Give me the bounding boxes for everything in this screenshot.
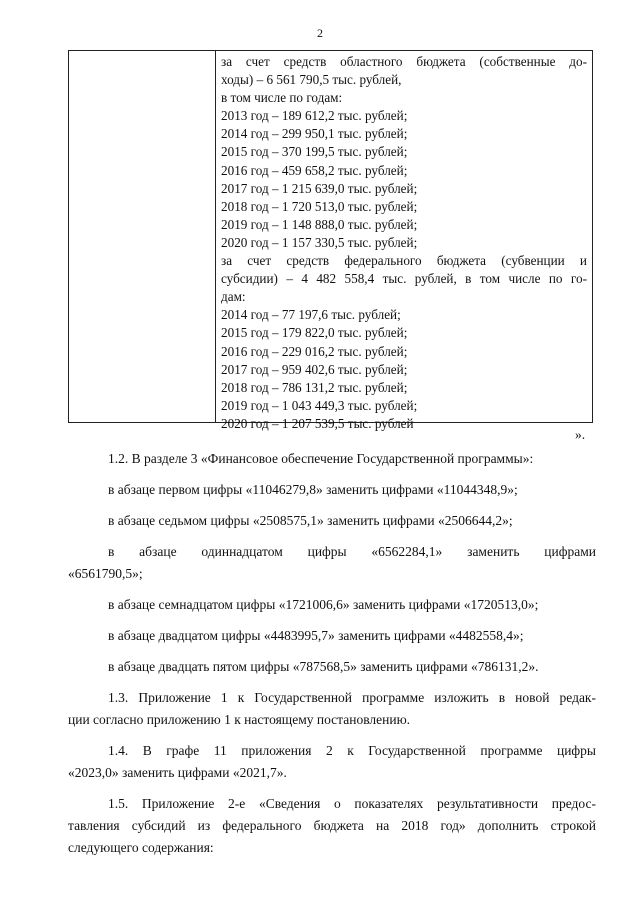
paragraph-line: 1.3. Приложение 1 к Государственной программе изложить в новой редак- [108, 690, 596, 705]
table-line: 2020 год – 1 157 330,5 тыс. рублей; [221, 234, 418, 250]
paragraph-line: «2023,0» заменить цифрами «2021,7». [68, 765, 287, 780]
table-line: 2015 год – 370 199,5 тыс. рублей; [221, 144, 408, 160]
table-line: за счет средств федерального бюджета (субвенции и [221, 253, 587, 269]
table-line: субсидии) – 4 482 558,4 тыс. рублей, в том числе по го- [221, 271, 587, 287]
table-line: 2018 год – 1 720 513,0 тыс. рублей; [221, 198, 418, 214]
table-line: 2014 год – 77 197,6 тыс. рублей; [221, 307, 401, 323]
paragraph-line: 1.4. В графе 11 приложения 2 к Государственной программе цифры [108, 743, 596, 758]
paragraph-abzac-1: в абзаце первом цифры «11046279,8» заменить цифрами «11044348,9»; [108, 482, 518, 497]
paragraph-line: тавления субсидий из федерального бюджета на 2018 год» дополнить строкой [68, 818, 596, 833]
table-line: 2018 год – 786 131,2 тыс. рублей; [221, 379, 408, 395]
paragraph-1-4 [68, 740, 596, 784]
table-line: в том числе по годам: [221, 90, 343, 106]
table-line: 2019 год – 1 043 449,3 тыс. рублей; [221, 397, 418, 413]
document-body [68, 448, 596, 859]
table-line: 2019 год – 1 148 888,0 тыс. рублей; [221, 216, 418, 232]
paragraph-line: следующего содержания: [68, 840, 214, 855]
table-line: 2017 год – 959 402,6 тыс. рублей; [221, 361, 408, 377]
paragraph-1-3 [68, 687, 596, 731]
table-column-divider [215, 51, 216, 422]
table-line: дам: [221, 289, 246, 305]
paragraph-abzac-20: в абзаце двадцатом цифры «4483995,7» заменить цифрами «4482558,4»; [108, 628, 524, 643]
paragraph-abzac-7: в абзаце седьмом цифры «2508575,1» заменить цифрами «2506644,2»; [108, 513, 513, 528]
table-line: ходы) – 6 561 790,5 тыс. рублей, [221, 72, 402, 88]
paragraph-line: «6561790,5»; [68, 566, 143, 581]
table-line: 2017 год – 1 215 639,0 тыс. рублей; [221, 180, 418, 196]
table-line: 2016 год – 229 016,2 тыс. рублей; [221, 343, 408, 359]
paragraph-1-2: 1.2. В разделе 3 «Финансовое обеспечение Государственной программы»: [108, 451, 534, 466]
budget-table [68, 50, 593, 431]
paragraph-1-5 [68, 793, 596, 859]
table-line: за счет средств областного бюджета (собственные до- [221, 54, 587, 69]
paragraph-abzac-25: в абзаце двадцать пятом цифры «787568,5» заменить цифрами «786131,2». [108, 659, 539, 674]
table-line: 2013 год – 189 612,2 тыс. рублей; [221, 108, 408, 124]
paragraph-line: ции согласно приложению 1 к настоящему постановлению. [68, 712, 411, 727]
paragraph-line: 1.5. Приложение 2-е «Сведения о показателях результативности предос- [108, 796, 596, 811]
table-line: 2016 год – 459 658,2 тыс. рублей; [221, 162, 408, 178]
paragraph-abzac-11 [68, 541, 596, 585]
table-line: 2015 год – 179 822,0 тыс. рублей; [221, 325, 408, 341]
table-line: 2014 год – 299 950,1 тыс. рублей; [221, 126, 408, 142]
paragraph-line: в абзаце одиннадцатом цифры «6562284,1» заменить цифрами [108, 544, 596, 559]
closing-quote: ». [575, 427, 586, 442]
table-line: 2020 год – 1 207 539,5 тыс. рублей [221, 415, 414, 431]
table-cell-funding [221, 53, 587, 433]
page-number: 2 [317, 26, 323, 40]
paragraph-abzac-17: в абзаце семнадцатом цифры «1721006,6» заменить цифрами «1720513,0»; [108, 597, 539, 612]
